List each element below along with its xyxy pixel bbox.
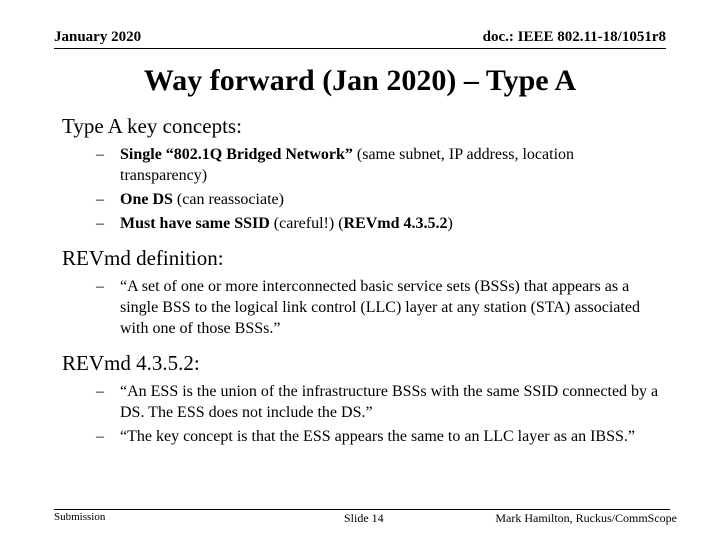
header-date: January 2020 bbox=[54, 29, 142, 45]
dash-marker: – bbox=[96, 146, 104, 163]
dash-marker: – bbox=[96, 215, 104, 232]
dash-marker: – bbox=[96, 383, 104, 400]
dash-marker: – bbox=[96, 428, 104, 445]
bullet-single-network: – Single “802.1Q Bridged Network” (same subnet, IP address, location transparency) bbox=[96, 146, 575, 184]
dash-marker: – bbox=[96, 278, 104, 295]
bullet-ess-union: – “An ESS is the union of the infrastructure BSSs with the same SSID connected by a DS. The ESS does not include the DS.” bbox=[96, 383, 659, 421]
footer-slide-number: Slide 14 bbox=[344, 511, 384, 525]
bullet-same-ssid: – Must have same SSID (careful!) (REVmd 4.3.5.2) bbox=[96, 215, 453, 232]
dash-marker: – bbox=[96, 191, 104, 208]
bullet-one-ds: – One DS (can reassociate) bbox=[96, 191, 284, 208]
footer-submission: Submission bbox=[54, 511, 106, 523]
section-heading-revmd-4352: REVmd 4.3.5.2: bbox=[62, 351, 200, 375]
footer-rule bbox=[54, 509, 670, 510]
bullet-key-concept: – “The key concept is that the ESS appears the same to an LLC layer as an IBSS.” bbox=[96, 428, 635, 445]
footer-author: Mark Hamilton, Ruckus/CommScope bbox=[495, 511, 677, 525]
section-heading-revmd-definition: REVmd definition: bbox=[62, 246, 224, 270]
slide-title: Way forward (Jan 2020) – Type A bbox=[143, 64, 577, 97]
slide-body bbox=[62, 114, 662, 447]
bullet-ess-definition: – “A set of one or more interconnected basic service sets (BSSs) that appears as a single BSS to the logical link control (LLC) layer at any station (STA) associated with one of those BSSs.” bbox=[96, 278, 640, 337]
header-doc-id: doc.: IEEE 802.11-18/1051r8 bbox=[482, 29, 666, 45]
section-heading-key-concepts: Type A key concepts: bbox=[62, 114, 242, 138]
header-rule bbox=[54, 48, 666, 49]
